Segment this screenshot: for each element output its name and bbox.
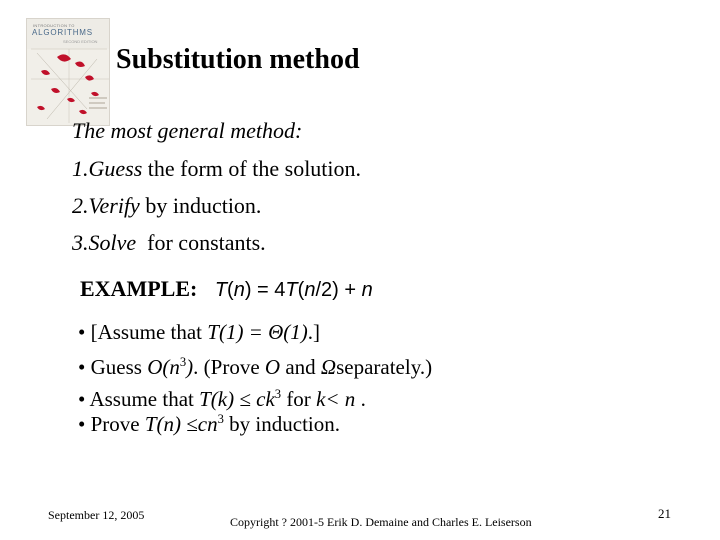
eq-n3: n xyxy=(361,279,373,301)
step-2-label: 2.Verify xyxy=(72,193,140,218)
b2-O: O xyxy=(264,355,281,379)
step-3-text: for constants. xyxy=(136,230,266,255)
b3-sup: 3 xyxy=(274,387,282,401)
b2-omega: Ω xyxy=(320,355,337,379)
b2-and: and xyxy=(280,355,321,379)
step-1-label: 1.Guess xyxy=(72,156,143,181)
slide-title: Substitution method xyxy=(116,44,360,75)
b4-sup: 3 xyxy=(217,412,224,426)
book-title: ALGORITHMS xyxy=(32,28,93,37)
book-cover-logo xyxy=(26,18,110,126)
b2-math-close: ) xyxy=(186,355,194,379)
bullet-assume-base xyxy=(78,320,320,345)
eq-T2: T xyxy=(285,279,298,301)
book-series: INTRODUCTION TO xyxy=(33,23,75,28)
step-3-label: 3.Solve xyxy=(72,230,137,255)
book-cover-art xyxy=(27,19,110,126)
b4-math: T(n) ≤cn xyxy=(144,412,218,436)
b1-pre: • [Assume that xyxy=(78,320,208,344)
book-edition: SECOND EDITION xyxy=(63,39,98,44)
b3-pre: • Assume that xyxy=(78,387,200,411)
b2-mid: . (Prove xyxy=(193,355,265,379)
bullet-assume-hypothesis xyxy=(78,387,366,412)
eq-n: n xyxy=(233,279,245,301)
b4-post: by induction. xyxy=(223,412,340,436)
eq-mid1: ) = 4 xyxy=(244,279,286,301)
b2-pre: • Guess xyxy=(78,355,148,379)
bullet-prove xyxy=(78,412,340,437)
page-number: 21 xyxy=(658,506,671,521)
eq-n2: n xyxy=(304,279,316,301)
step-3 xyxy=(72,230,266,256)
b3-math2: k< n xyxy=(316,387,356,411)
example-label: EXAMPLE: xyxy=(80,276,198,301)
eq-mid2: /2) + xyxy=(315,279,362,301)
footer-date: September 12, 2005 xyxy=(48,508,145,522)
b3-math: T(k) ≤ ck xyxy=(199,387,275,411)
bullet-guess xyxy=(78,355,432,380)
eq-T: T xyxy=(214,279,228,301)
footer-copyright: Copyright ? 2001-5 Erik D. Demaine and Charles E. Leiserson xyxy=(230,515,532,529)
b3-post: . xyxy=(355,387,366,411)
step-2 xyxy=(72,193,261,219)
b4-pre: • Prove xyxy=(78,412,145,436)
example-line xyxy=(80,276,373,302)
step-1 xyxy=(72,156,361,182)
step-2-text: by induction. xyxy=(139,193,262,218)
recurrence-equation: T(n) = 4T(n/2) + n xyxy=(214,279,373,301)
b2-sup: 3 xyxy=(179,355,187,369)
b1-math: T(1) = Θ(1) xyxy=(207,320,308,344)
b3-mid: for xyxy=(281,387,317,411)
b1-post: .] xyxy=(307,320,321,344)
b2-math: O(n xyxy=(147,355,180,379)
step-1-text: the form of the solution. xyxy=(142,156,362,181)
b2-post: separately.) xyxy=(336,355,433,379)
intro-text: The most general method: xyxy=(72,118,303,143)
